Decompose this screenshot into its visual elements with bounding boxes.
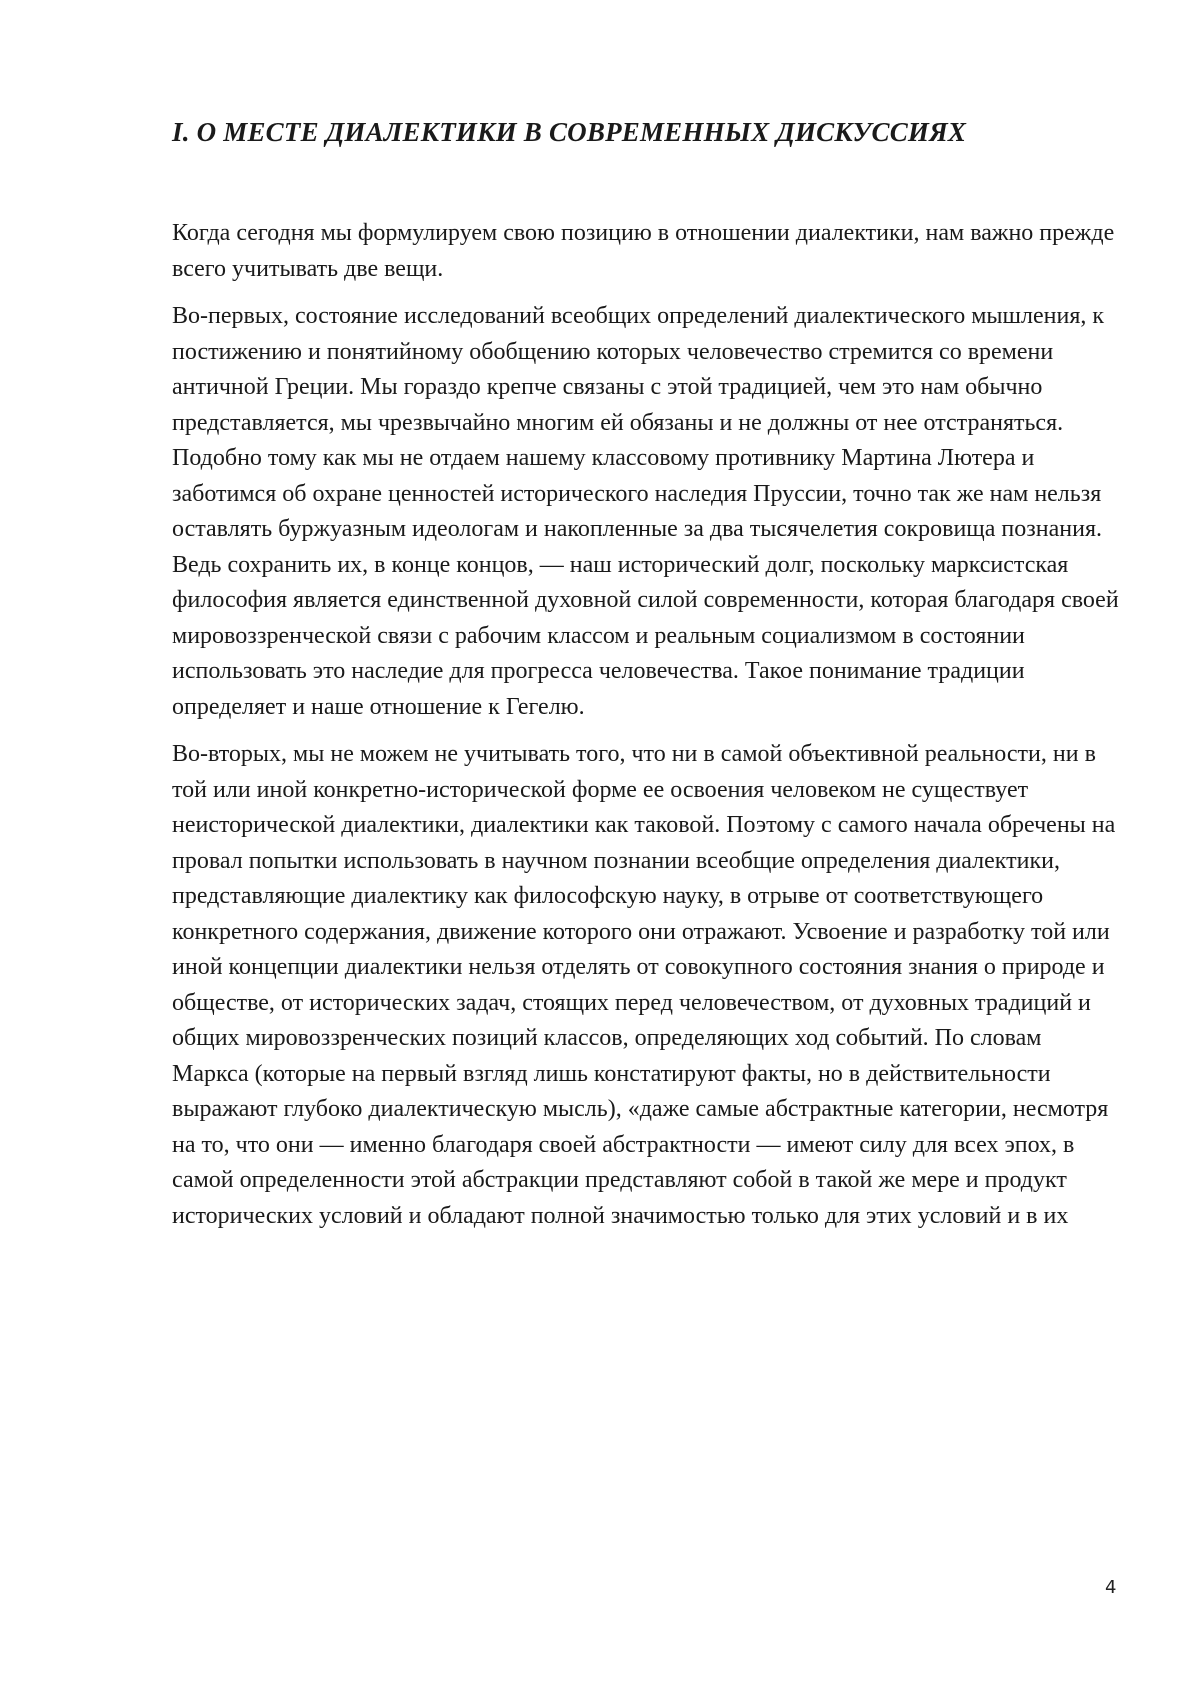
paragraph-first-point: Во-первых, состояние исследований всеобщих определений диалектического мышления, к постижению и понятийному обобщению которых человечество стремится со времени античной Греции. Мы гораздо крепче связаны с этой традицией, чем это нам обычно представляется, мы чрезвычайно многим ей обязаны и не должны от нее отстраняться. Подобно тому как мы не отдаем нашему классовому противнику Мартина Лютера и заботимся об охране ценностей исторического наследия Пруссии, точно так же нам нельзя оставлять буржуазным идеологам и накопленные за два тысячелетия сокровища познания. Ведь сохранить их, в конце концов, — наш исторический долг, поскольку марксистская философия является единственной духовной силой современности, которая благодаря своей мировоззренческой связи с рабочим классом и реальным социализмом в состоянии использовать это наследие для прогресса человечества. Такое понимание традиции определяет и наше отношение к Гегелю.	[172, 303, 1119, 720]
body-text	[172, 216, 1122, 1246]
paragraph-intro: Когда сегодня мы формулируем свою позицию в отношении диалектики, нам важно прежде всего учитывать две вещи.	[172, 220, 1115, 282]
paragraph-second-point: Во-вторых, мы не можем не учитывать того, что ни в самой объективной реальности, ни в той или иной конкретно-исторической форме ее освоения человеком не существует неисторической диалектики, диалектики как таковой. Поэтому с самого начала обречены на провал попытки использовать в научном познании всеобщие определения диалектики, представляющие диалектику как философскую науку, в отрыве от соответствующего конкретного содержания, движение которого они отражают. Усвоение и разработку той или иной концепции диалектики нельзя отделять от совокупного состояния знания о природе и обществе, от исторических задач, стоящих перед человечеством, от духовных традиций и общих мировоззренческих позиций классов, определяющих ход событий. По словам Маркса (которые на первый взгляд лишь констатируют факты, но в действительности выражают глубоко диалектическую мысль), «даже самые абстрактные категории, несмотря на то, что они — именно благодаря своей абстрактности — имеют силу для всех эпох, в самой определенности этой абстракции представляют собой в такой же мере и продукт исторических условий и обладают полной значимостью только для этих условий и в их	[172, 741, 1116, 1229]
section-heading: I. О МЕСТЕ ДИАЛЕКТИКИ В СОВРЕМЕННЫХ ДИСКУССИЯХ	[172, 117, 967, 147]
page-number: 4	[1105, 1577, 1117, 1598]
